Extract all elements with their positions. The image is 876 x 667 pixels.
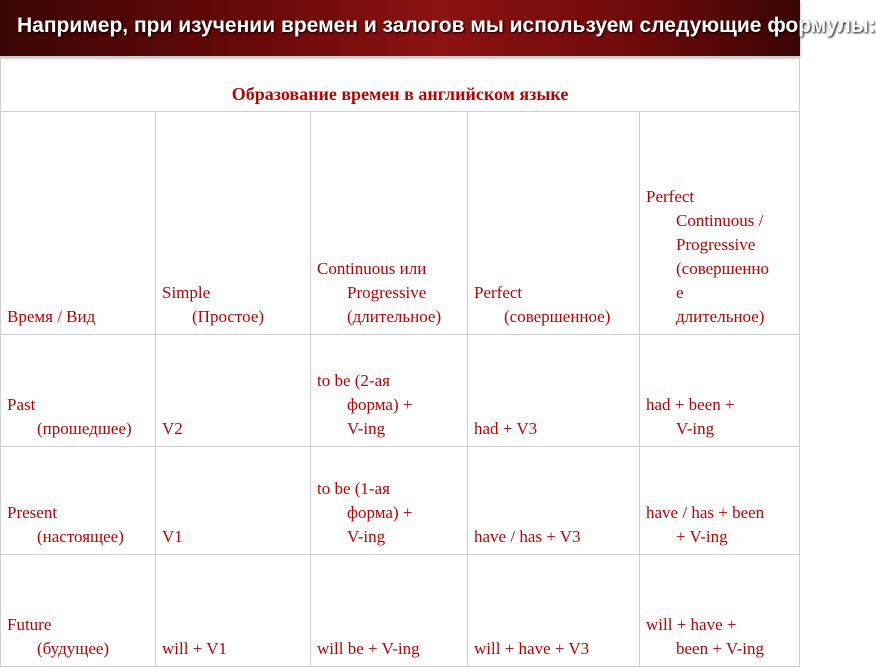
header-tense-aspect: Время / Вид (7, 307, 96, 326)
table-cell (468, 447, 640, 555)
future-continuous-formula: will be + V-ing (317, 639, 420, 658)
present-continuous-formula: to be (1-ая форма) + V-ing (317, 479, 413, 546)
header-cell (156, 112, 311, 335)
table-cell (640, 447, 800, 555)
past-continuous-formula: to be (2-ая форма) + V-ing (317, 371, 413, 438)
table-cell (1, 555, 156, 667)
future-perfect-continuous-formula: will + have + been + V-ing (646, 615, 764, 658)
header-cell (640, 112, 800, 335)
tense-table-wrapper (0, 56, 800, 658)
slide-title: Например, при изучении времен и залогов мы используем следующие формулы: (17, 14, 876, 37)
table-cell (156, 555, 311, 667)
past-perfect-formula: had + V3 (474, 419, 538, 438)
row-tense-label: Future (будущее) (7, 615, 110, 658)
header-cell (468, 112, 640, 335)
slide-header (0, 0, 876, 56)
header-continuous: Continuous или Progressive (длительное) (317, 259, 442, 326)
past-simple-formula: V2 (162, 419, 183, 438)
future-perfect-formula: will + have + V3 (474, 639, 590, 658)
table-row-present (1, 447, 800, 555)
header-perfect: Perfect (совершенное) (474, 283, 611, 326)
table-cell (311, 447, 468, 555)
present-perfect-continuous-formula: have / has + been + V-ing (646, 503, 765, 546)
table-row-past (1, 335, 800, 447)
header-perfect-continuous: Perfect Continuous / Progressive (совершенно е длительное) (646, 187, 770, 326)
table-cell (1, 335, 156, 447)
past-perfect-continuous-formula: had + been + V-ing (646, 395, 735, 438)
table-row-future (1, 555, 800, 667)
present-perfect-formula: have / has + V3 (474, 527, 581, 546)
tense-table (0, 56, 800, 667)
table-caption-cell (1, 57, 800, 112)
table-cell (1, 447, 156, 555)
table-caption-row (1, 57, 800, 112)
table-cell (468, 335, 640, 447)
table-cell (156, 447, 311, 555)
table-cell (311, 555, 468, 667)
table-header-row (1, 112, 800, 335)
table-cell (156, 335, 311, 447)
table-cell (311, 335, 468, 447)
table-cell (468, 555, 640, 667)
header-simple: Simple (Простое) (162, 283, 265, 326)
present-simple-formula: V1 (162, 527, 183, 546)
header-cell (311, 112, 468, 335)
table-cell (640, 335, 800, 447)
future-simple-formula: will + V1 (162, 639, 228, 658)
row-tense-label: Past (прошедшее) (7, 395, 132, 438)
table-cell (640, 555, 800, 667)
row-tense-label: Present (настоящее) (7, 503, 124, 546)
header-cell (1, 112, 156, 335)
table-caption: Образование времен в английском языке (231, 84, 569, 104)
